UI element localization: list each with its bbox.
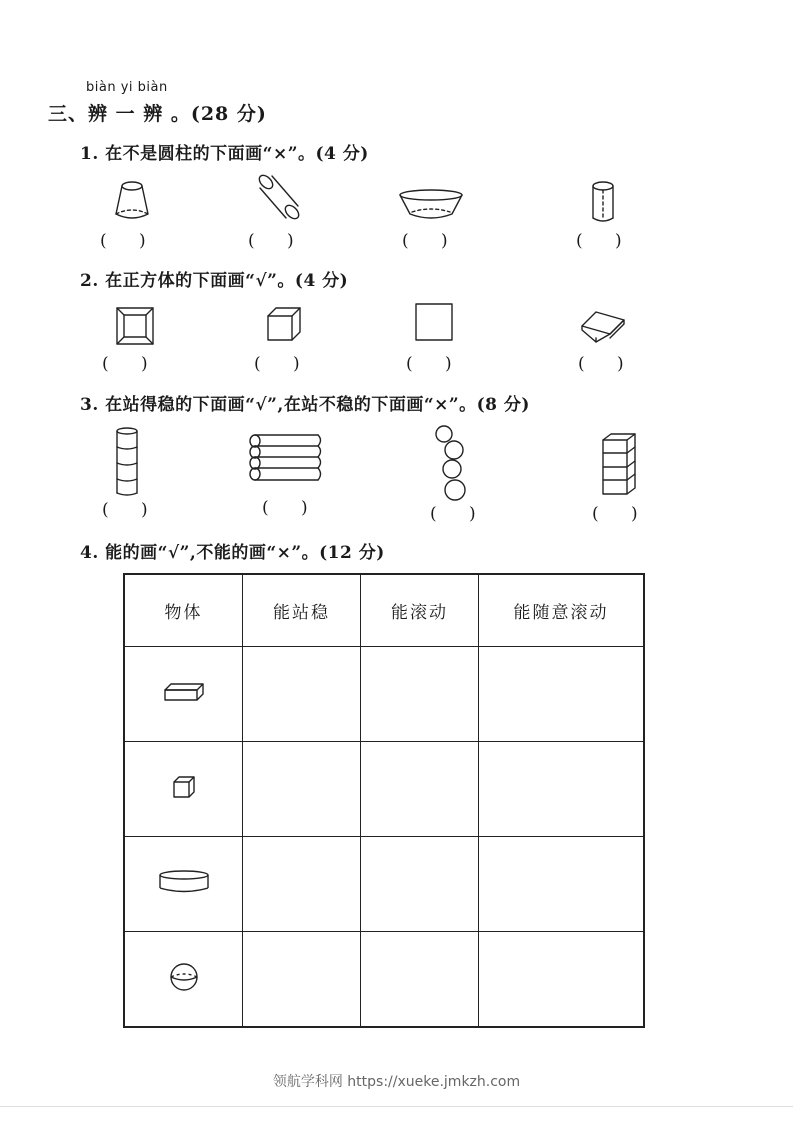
q1-answer-1[interactable]: ( ) [100, 231, 146, 251]
footer-watermark: 领航学科网 https://xueke.jmkzh.com [272, 1074, 521, 1090]
stacked-cubes-icon [601, 432, 637, 496]
object-cell [124, 932, 243, 1028]
small-cube-icon [172, 775, 196, 799]
table-row [124, 837, 644, 932]
q1-answer-3[interactable]: ( ) [402, 231, 448, 251]
question-3-title: 3. 在站得稳的下面画“√”,在站不稳的下面画“×”。(8 分) [80, 395, 530, 415]
header-roll-freely: 能随意滚动 [479, 574, 645, 647]
cuboid-icon [163, 682, 205, 702]
section-title: 三、辨 一 辨 。(28 分) [48, 103, 267, 125]
q2-answer-1[interactable]: ( ) [102, 354, 148, 374]
answer-cell[interactable] [479, 837, 645, 932]
answer-cell[interactable] [243, 647, 361, 742]
table-row [124, 742, 644, 837]
standing-cylinder-icon [589, 180, 617, 224]
properties-table [123, 573, 645, 1028]
answer-cell[interactable] [361, 647, 479, 742]
square-icon [414, 302, 454, 342]
q3-answer-1[interactable]: ( ) [102, 500, 148, 520]
footer-divider [0, 1106, 793, 1107]
q2-answer-3[interactable]: ( ) [406, 354, 452, 374]
object-cell [124, 647, 243, 742]
q2-answer-2[interactable]: ( ) [254, 354, 300, 374]
object-cell [124, 742, 243, 837]
tilted-cylinder-icon [254, 172, 304, 224]
answer-cell[interactable] [361, 837, 479, 932]
q3-answer-2[interactable]: ( ) [262, 498, 308, 518]
cube-icon [266, 306, 302, 342]
stacked-balls-icon [432, 424, 470, 504]
q3-answer-3[interactable]: ( ) [430, 504, 476, 524]
object-cell [124, 837, 243, 932]
answer-cell[interactable] [361, 742, 479, 837]
square-frame-icon [115, 306, 155, 346]
header-object: 物体 [124, 574, 243, 647]
header-can-stand: 能站稳 [243, 574, 361, 647]
answer-cell[interactable] [479, 647, 645, 742]
table-row [124, 647, 644, 742]
question-2-title: 2. 在正方体的下面画“√”。(4 分) [80, 271, 349, 291]
q2-answer-4[interactable]: ( ) [578, 354, 624, 374]
header-can-roll: 能滚动 [361, 574, 479, 647]
table-header-row [124, 574, 644, 647]
answer-cell[interactable] [243, 932, 361, 1028]
cup-icon [112, 180, 152, 224]
flat-cylinder-icon [158, 869, 210, 895]
question-1-title: 1. 在不是圆柱的下面画“×”。(4 分) [80, 144, 369, 164]
answer-cell[interactable] [361, 932, 479, 1028]
stacked-logs-icon [248, 432, 324, 488]
answer-cell[interactable] [243, 742, 361, 837]
table-row [124, 932, 644, 1028]
q1-answer-4[interactable]: ( ) [576, 231, 622, 251]
bowl-icon [398, 188, 464, 222]
tilted-cube-icon [580, 306, 626, 344]
answer-cell[interactable] [479, 742, 645, 837]
answer-cell[interactable] [479, 932, 645, 1028]
stacked-cylinders-icon [114, 426, 140, 498]
sphere-icon [169, 962, 199, 992]
section-pinyin: biàn yi biàn [86, 80, 168, 95]
question-4-title: 4. 能的画“√”,不能的画“×”。(12 分) [80, 543, 385, 563]
q3-answer-4[interactable]: ( ) [592, 504, 638, 524]
q1-answer-2[interactable]: ( ) [248, 231, 294, 251]
answer-cell[interactable] [243, 837, 361, 932]
